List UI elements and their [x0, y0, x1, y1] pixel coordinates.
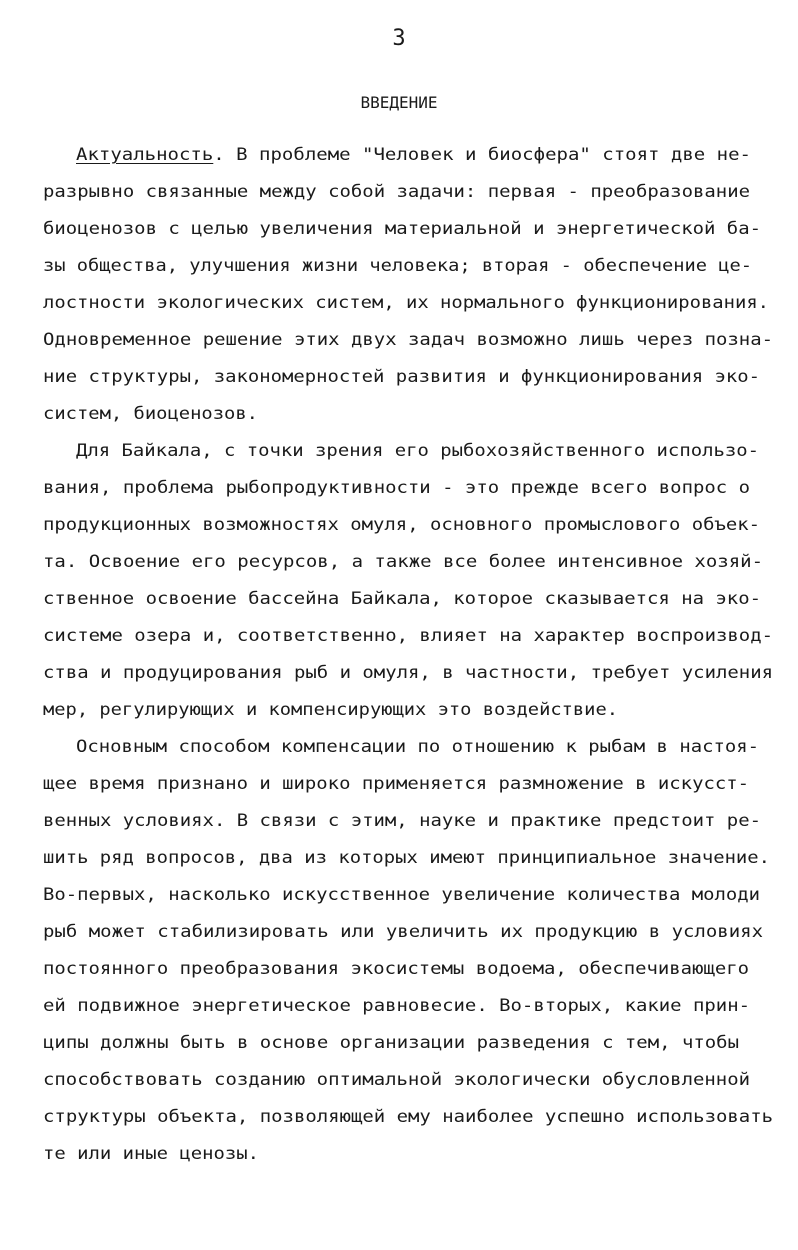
keyword-actuality: Актуальность — [76, 145, 214, 165]
text-line: Одновременное решение этих двух задач возможно лишь через позна- — [43, 330, 774, 350]
text-line: Для Байкала, с точки зрения его рыбохозяйственного использо- — [76, 441, 759, 461]
text-line: ние структуры, закономерностей развития и функционирования эко- — [43, 367, 760, 387]
text-line: щее время признано и широко применяется размножение в искусст- — [43, 774, 749, 794]
text-line: лостности экологических систем, их нормального функционирования. — [43, 293, 769, 313]
text-line: ей подвижное энергетическое равновесие. Во-вторых, какие прин- — [43, 996, 751, 1016]
text-line: Основным способом компенсации по отношению к рыбам в настоя- — [76, 737, 759, 757]
text-line: вания, проблема рыбопродуктивности - это прежде всего вопрос о — [43, 478, 751, 498]
text-line: ства и продуцирования рыб и омуля, в частности, требует усиления — [43, 663, 774, 683]
text-line: способствовать созданию оптимальной экологически обусловленной — [43, 1070, 751, 1090]
section-heading: ВВЕДЕНИЕ — [360, 93, 438, 112]
page-number: 3 — [392, 26, 406, 51]
text-line: Во-первых, насколько искусственное увеличение количества молоди — [43, 885, 760, 905]
text-line: систем, биоценозов. — [43, 404, 258, 424]
text-line: Актуальность. В проблеме "Человек и биосфера" стоят две не- — [76, 145, 752, 165]
text-line: те или иные ценозы. — [43, 1144, 259, 1164]
text-line: биоценозов с целью увеличения материальной и энергетической ба- — [43, 219, 761, 239]
text-line: разрывно связанные между собой задачи: первая - преобразование — [43, 182, 751, 202]
text-line: мер, регулирующих и компенсирующих это воздействие. — [43, 700, 619, 720]
text-line: структуры объекта, позволяющей ему наиболее успешно использовать — [43, 1107, 774, 1127]
text-line: та. Освоение его ресурсов, а также все более интенсивное хозяй- — [43, 552, 763, 572]
text-line: шить ряд вопросов, два из которых имеют принципиальное значение. — [43, 848, 770, 868]
text-line: венных условиях. В связи с этим, науке и практике предстоит ре- — [43, 811, 761, 831]
text-line: ственное освоение бассейна Байкала, которое сказывается на эко- — [43, 589, 761, 609]
text-line: ципы должны быть в основе организации разведения с тем, чтобы — [43, 1033, 739, 1053]
text-line: продукционных возможностях омуля, основного промыслового объек- — [43, 515, 760, 535]
text-line: зы общества, улучшения жизни человека; вторая - обеспечение це- — [43, 256, 752, 276]
text-line: постоянного преобразования экосистемы водоема, обеспечивающего — [43, 959, 749, 979]
text-line: рыб может стабилизировать или увеличить их продукцию в условиях — [43, 922, 763, 942]
text-line: системе озера и, соответственно, влияет на характер воспроизвод- — [43, 626, 774, 646]
